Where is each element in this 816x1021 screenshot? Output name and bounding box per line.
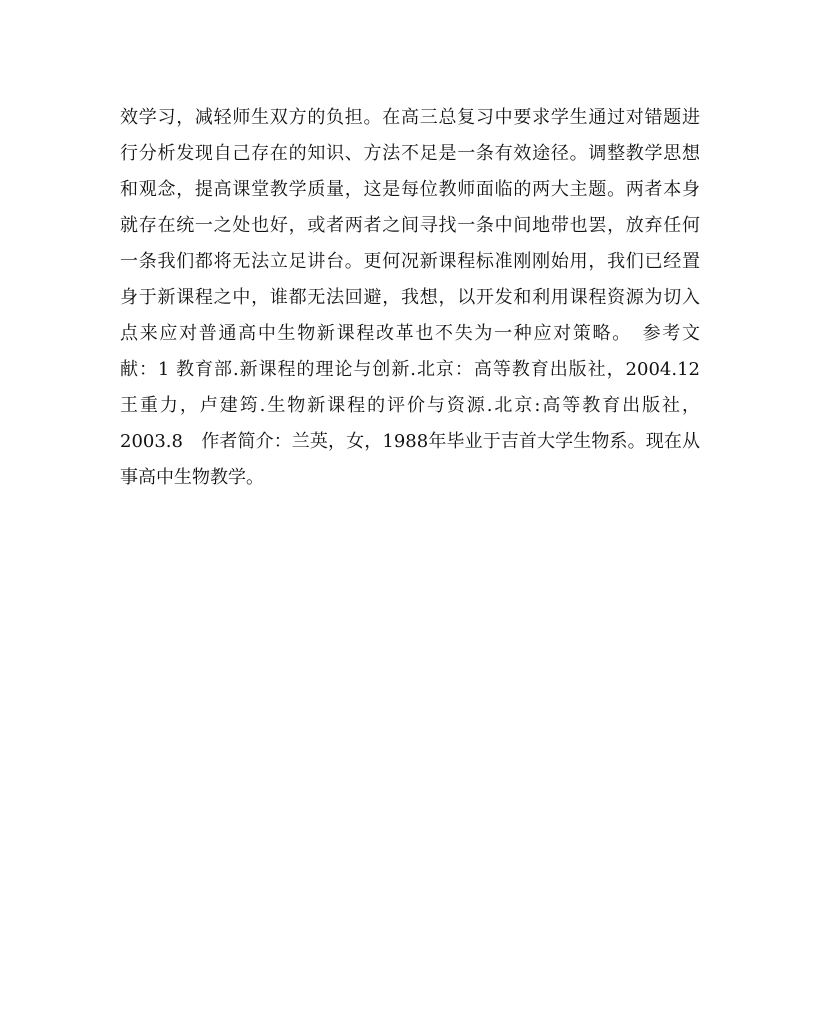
text-line-1: 效学习，减轻师生双方的负担。在高三总复习中要求学生通过对错题进 — [120, 107, 700, 128]
text-line-6: 身于新课程之中，谁都无法回避，我想，以开发和利用课程资源为切入 — [120, 287, 700, 308]
text-line-3: 和观念，提高课堂教学质量，这是每位教师面临的两大主题。两者本身 — [120, 179, 700, 200]
body-text — [120, 100, 700, 496]
text-line-5: 一条我们都将无法立足讲台。更何况新课程标准刚刚始用，我们已经置 — [120, 251, 700, 272]
text-line-2: 行分析发现自己存在的知识、方法不足是一条有效途径。调整教学思想 — [120, 143, 700, 164]
reference-line-1: 献：1 教育部.新课程的理论与创新.北京：高等教育出版社，2004.12 — [120, 359, 700, 380]
reference-line-2: 王重力，卢建筠.生物新课程的评价与资源.北京:高等教育出版社， — [120, 395, 700, 416]
author-intro-line-1: 2003.8 作者简介：兰英，女，1988年毕业于吉首大学生物系。现在从 — [120, 431, 700, 452]
text-line-7: 点来应对普通高中生物新课程改革也不失为一种应对策略。 参考文 — [120, 323, 700, 344]
author-intro-line-2: 事高中生物教学。 — [120, 467, 264, 488]
text-line-4: 就存在统一之处也好，或者两者之间寻找一条中间地带也罢，放弃任何 — [120, 215, 700, 236]
